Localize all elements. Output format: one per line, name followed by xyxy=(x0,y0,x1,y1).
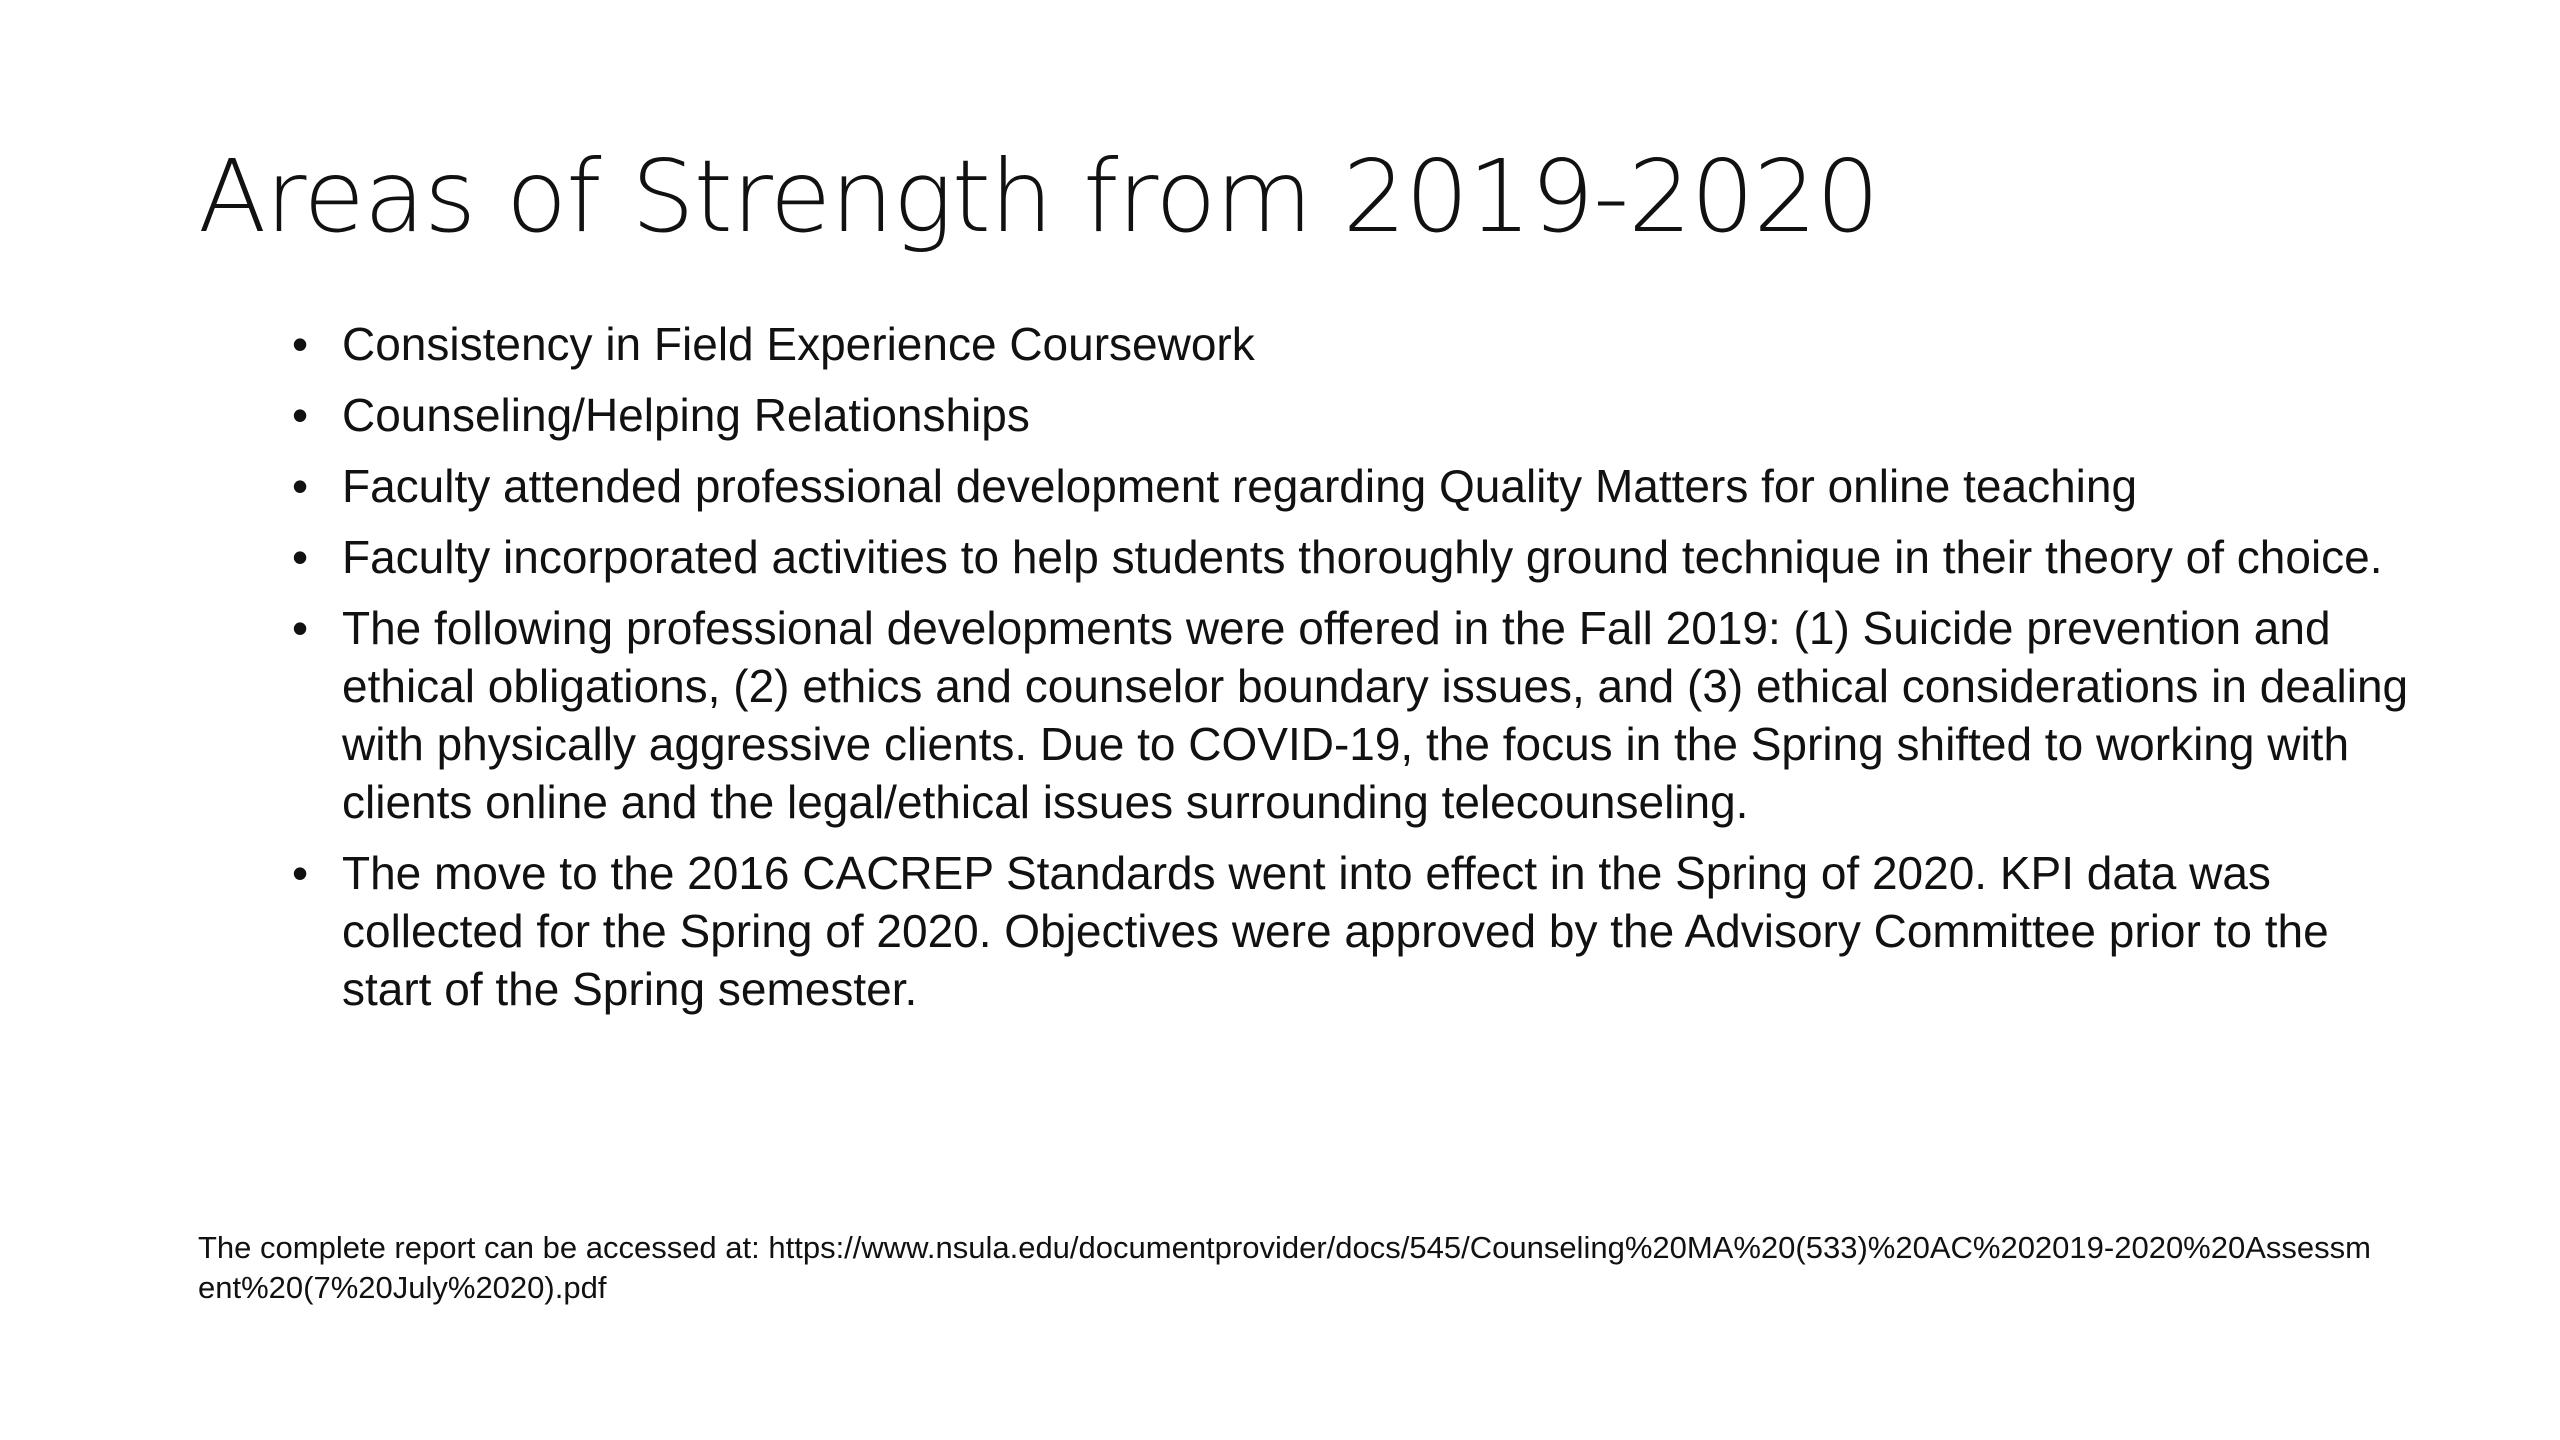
bullet-item xyxy=(290,599,2430,831)
bullet-text: The move to the 2016 CACREP Standards went into effect in the Spring of 2020. KPI data was collected for the Spring of 2020. Objectives were approved by the Advisory Committee prior to the start of the Spring semester. xyxy=(342,847,2329,1015)
bullet-dot-icon: • xyxy=(292,318,309,370)
bullet-dot-icon: • xyxy=(292,531,309,583)
bullet-text: Faculty incorporated activities to help students thoroughly ground technique in their theory of choice. xyxy=(342,531,2383,583)
bullet-dot-icon: • xyxy=(292,389,309,441)
bullet-dot-icon: • xyxy=(292,460,309,512)
bullet-dot-icon: • xyxy=(292,847,309,899)
bullet-text: Consistency in Field Experience Coursework xyxy=(342,318,1255,370)
bullet-item xyxy=(290,528,2430,586)
bullet-text: The following professional developments were offered in the Fall 2019: (1) Suicide prevention and ethical obligations, (2) ethics and counselor boundary issues, and (3) ethical considerations in dealing with physically aggressive clients. Due to COVID-19, the focus in the Spring shifted to working with clients online and the legal/ethical issues surrounding telecounseling. xyxy=(342,602,2409,828)
bullet-list xyxy=(290,315,2430,1031)
bullet-item xyxy=(290,844,2430,1018)
slide-title: Areas of Strength from 2019-2020 xyxy=(198,138,1879,255)
bullet-text: Counseling/Helping Relationships xyxy=(342,389,1030,441)
bullet-item xyxy=(290,315,2430,373)
bullet-dot-icon: • xyxy=(292,602,309,654)
bullet-item xyxy=(290,386,2430,444)
report-link-footer: The complete report can be accessed at: https://www.nsula.edu/documentprovider/docs/545/Counseling%20MA%20(533)%20AC%202019-2020%20Assessment%20(7%20July%2020).pdf xyxy=(198,1230,2371,1305)
bullet-item xyxy=(290,457,2430,515)
bullet-text: Faculty attended professional development regarding Quality Matters for online teaching xyxy=(342,460,2138,512)
